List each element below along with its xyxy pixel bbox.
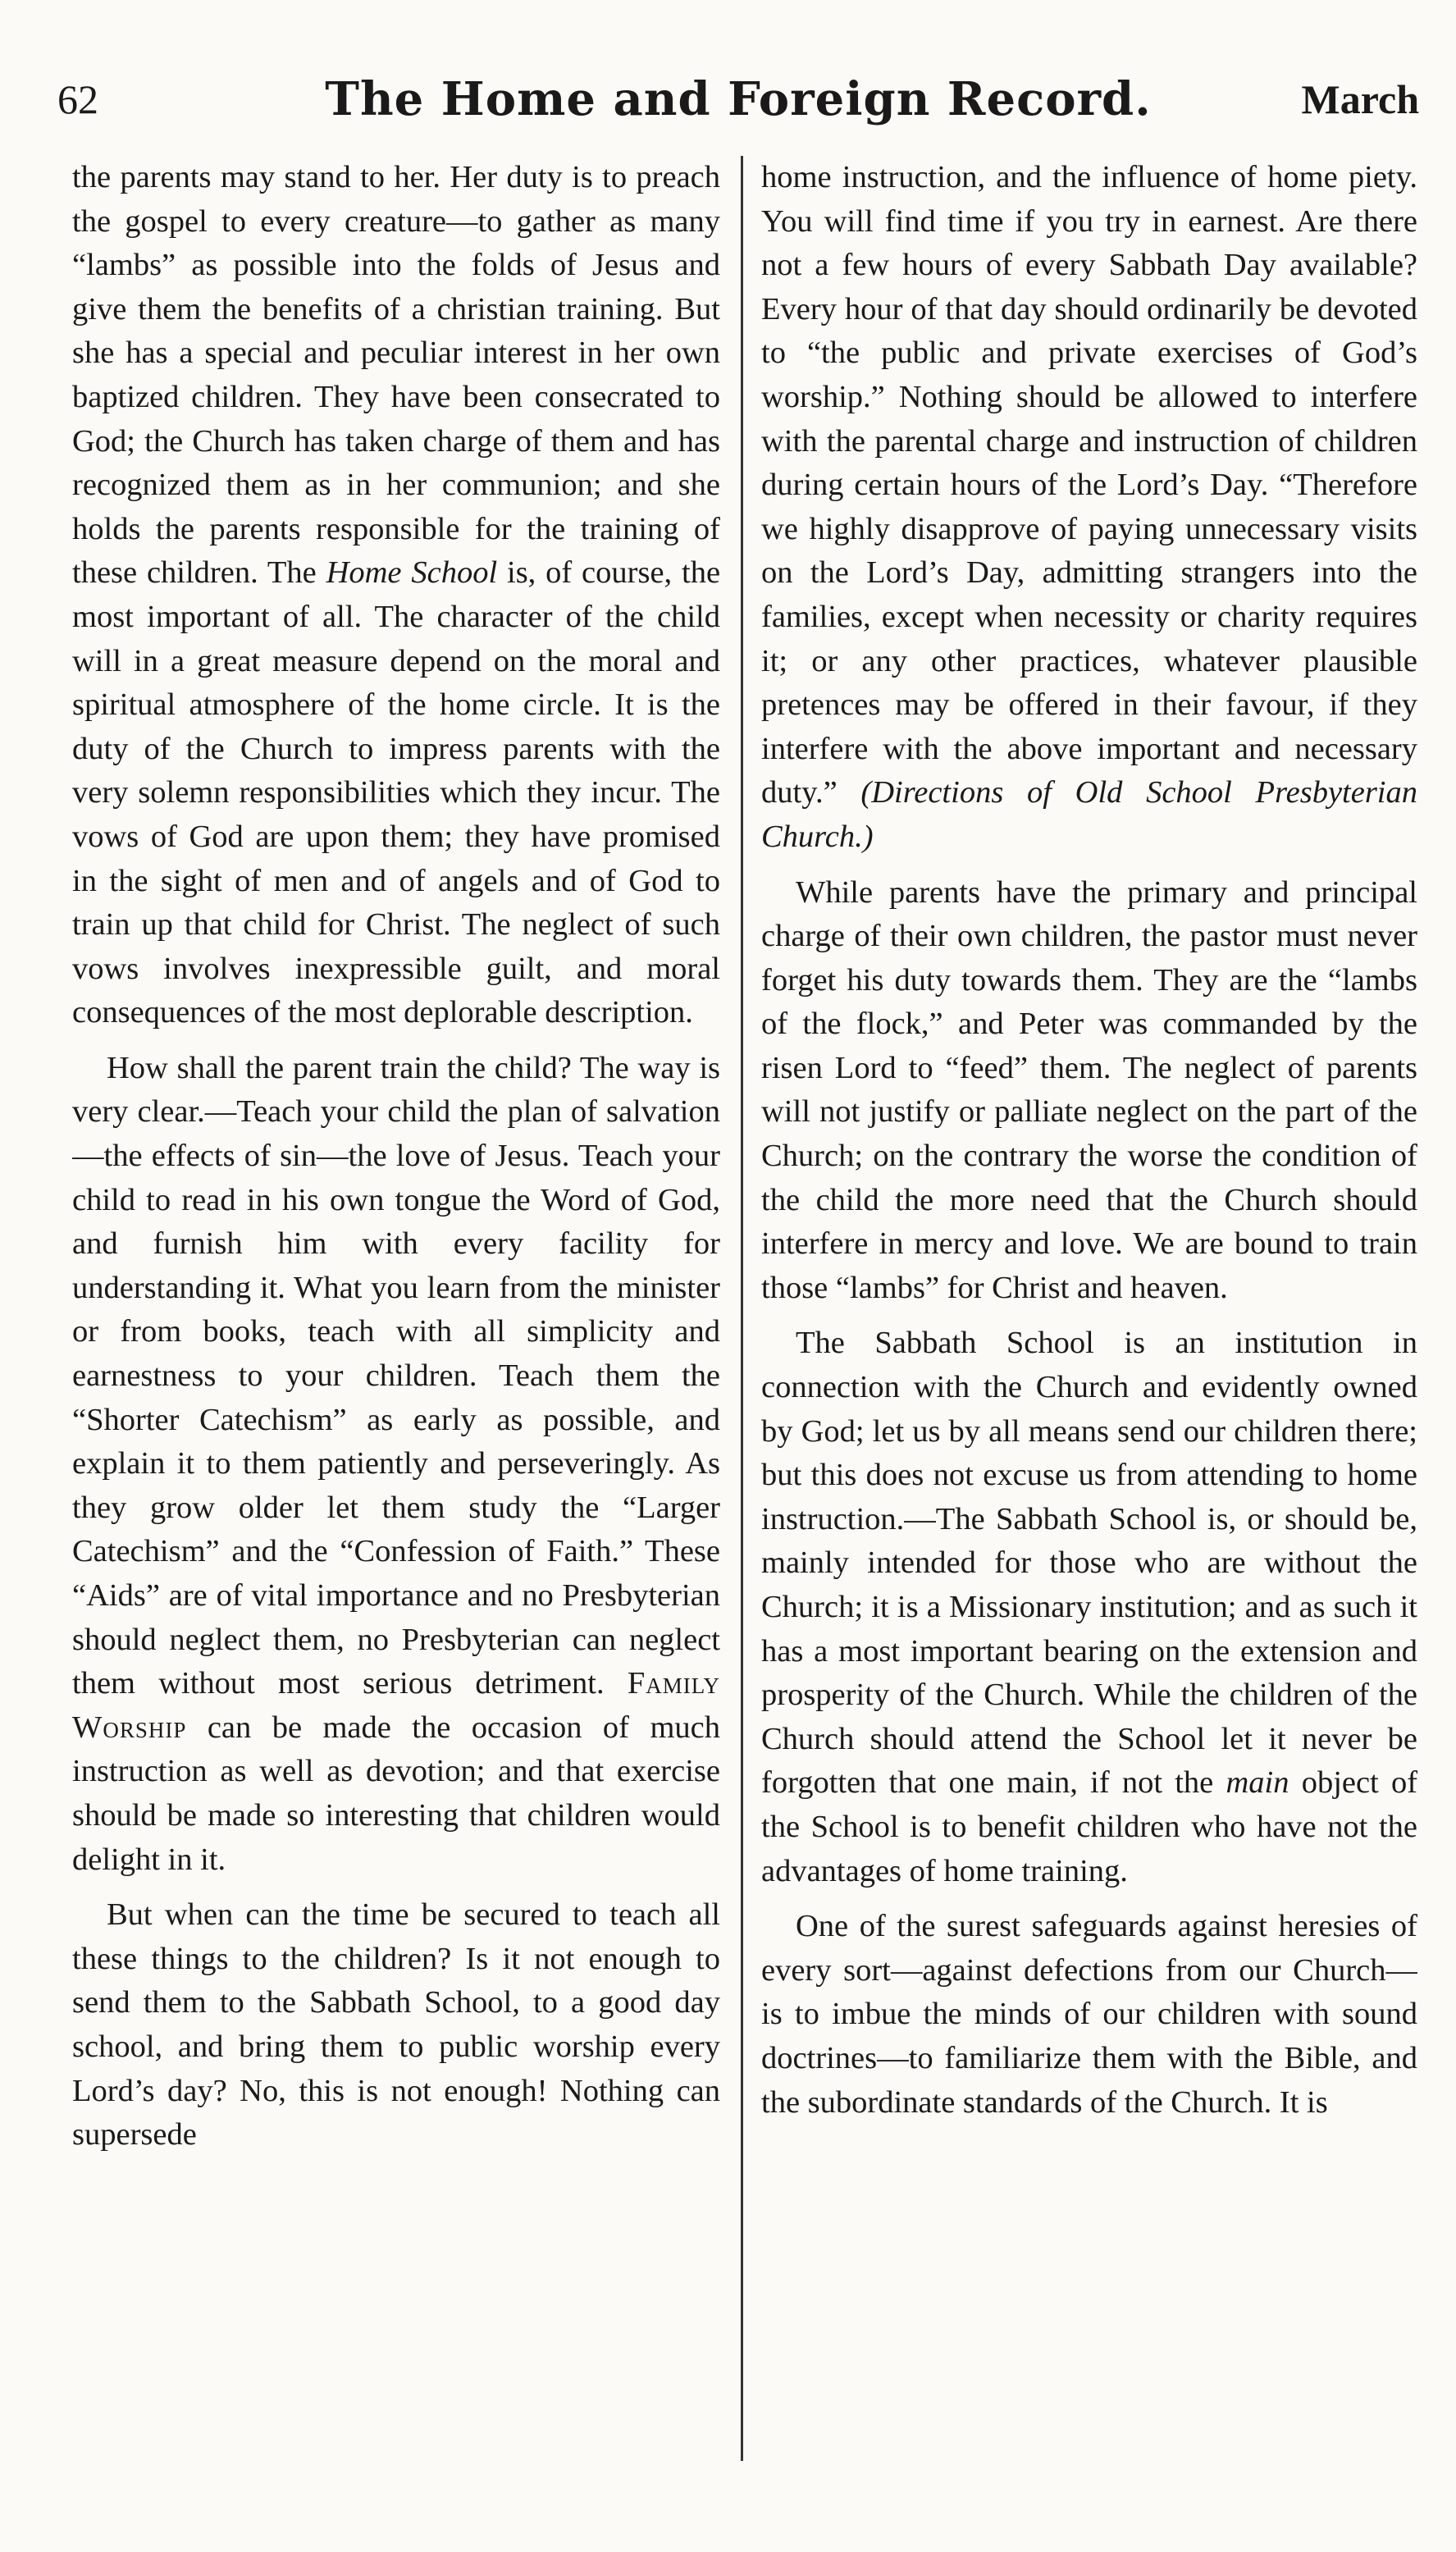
right-column <box>761 156 1417 2518</box>
paragraph <box>761 156 1417 860</box>
paragraph-text: can be made the occasion of much instruction as well as devotion; and that exercise should be made so interesting that children would delight in it. <box>72 1710 720 1877</box>
paragraph <box>72 1893 720 2157</box>
paragraph-text: One of the surest safeguards against heresies of every sort—against defections from our Church—is to imbue the minds of our children with sound doctrines—to familiarize them with the Bible, and the subordinate standards of the Church. It is <box>761 1909 1417 2120</box>
month-label: March <box>1301 76 1419 122</box>
journal-title: The Home and Foreign Record. <box>325 72 1152 126</box>
paragraph <box>761 871 1417 1311</box>
citation: (Directions of Old School Presbyterian Church.) <box>761 775 1417 854</box>
paragraph-text: is, of course, the most important of all. The character of the child will in a great measure depend on the moral and spiritual atmosphere of the home circle. It is the duty of the Church to impress parents with the very solemn responsibilities which they incur. The vows of God are upon them; they have promised in the sight of men and of angels and of God to train up that child for Christ. The neglect of such vows involves inexpressible guilt, and moral consequences of the most deplorable description. <box>72 555 720 1030</box>
page-number: 62 <box>57 76 98 122</box>
running-header <box>57 72 1419 133</box>
paragraph-text: How shall the parent train the child? The way is very clear.—Teach your child the plan of salvation—the effects of sin—the love of Jesus. Teach your child to read in his own tongue the Word of God, and furnish him with every facility for understanding it. What you learn from the minister or from books, teach with all simplicity and earnestness to your children. Teach them the “Shorter Catechism” as early as possible, and explain it to them patiently and perseveringly. As they grow older let them study the “Larger Catechism” and the “Confession of Faith.” These “Aids” are of vital importance and no Presbyterian should neglect them, no Presbyterian can neglect them without most serious detriment. <box>72 1050 720 1701</box>
paragraph-text: the parents may stand to her. Her duty is to preach the gospel to every creature—to gather as many “lambs” as possible into the folds of Jesus and give them the benefits of a christian training. But she has a special and peculiar interest in her own baptized children. They have been consecrated to God; the Church has taken charge of them and has recognized them as in her communion; and she holds the parents responsible for the training of these children. <box>72 160 720 591</box>
paragraph-text: But when can the time be secured to teach all these things to the children? Is it not enough to send them to the Sabbath School, to a good day school, and bring them to public worship every Lord’s day? No, this is not enough! Nothing can supersede <box>72 1897 720 2153</box>
paragraph <box>761 1322 1417 1893</box>
italic-term: Home School <box>326 555 498 591</box>
italic-term: main <box>1226 1765 1289 1801</box>
paragraph-text: The Sabbath School is an institution in connection with the Church and evidently owned by God; let us by all means send our children there; but this does not excuse us from attending to home instruction.—The Sabbath School is, or should be, mainly intended for those who are without the Church; it is a Missionary institution; and as such it has a most important bearing on the extension and prosperity of the Church. While the children of the Church should attend the School let it never be forgotten that one main, if not the <box>761 1326 1417 1801</box>
paragraph-text: The <box>267 555 317 591</box>
column-divider <box>741 156 743 2461</box>
left-column <box>72 156 720 2518</box>
paragraph <box>72 1047 720 1882</box>
paragraph-text: object of the School is to benefit children who have not the advantages of home training. <box>761 1765 1417 1888</box>
paragraph-text: home instruction, and the influence of home piety. You will find time if you try in earnest. Are there not a few hours of every Sabbath Day available? Every hour of that day should ordinarily be devoted to “the public and private exercises of God’s worship.” Nothing should be allowed to interfere with the parental charge and instruction of children during certain hours of the Lord’s Day. “Therefore we highly disapprove of paying unnecessary visits on the Lord’s Day, admitting strangers into the families, except when necessity or charity requires it; or any other practices, whatever plausible pretences may be offered in their favour, if they interfere with the above important and necessary duty.” <box>761 160 1417 810</box>
paragraph <box>761 1905 1417 2125</box>
paragraph <box>72 156 720 1035</box>
paragraph-text: While parents have the primary and principal charge of their own children, the pastor must never forget his duty towards them. They are the “lambs of the flock,” and Peter was commanded by the risen Lord to “feed” them. The neglect of parents will not justify or palliate neglect on the part of the Church; on the contrary the worse the condition of the child the more need that the Church should interfere in mercy and love. We are bound to train those “lambs” for Christ and heaven. <box>761 874 1417 1305</box>
smallcaps-term: Family Worship <box>72 1666 720 1745</box>
